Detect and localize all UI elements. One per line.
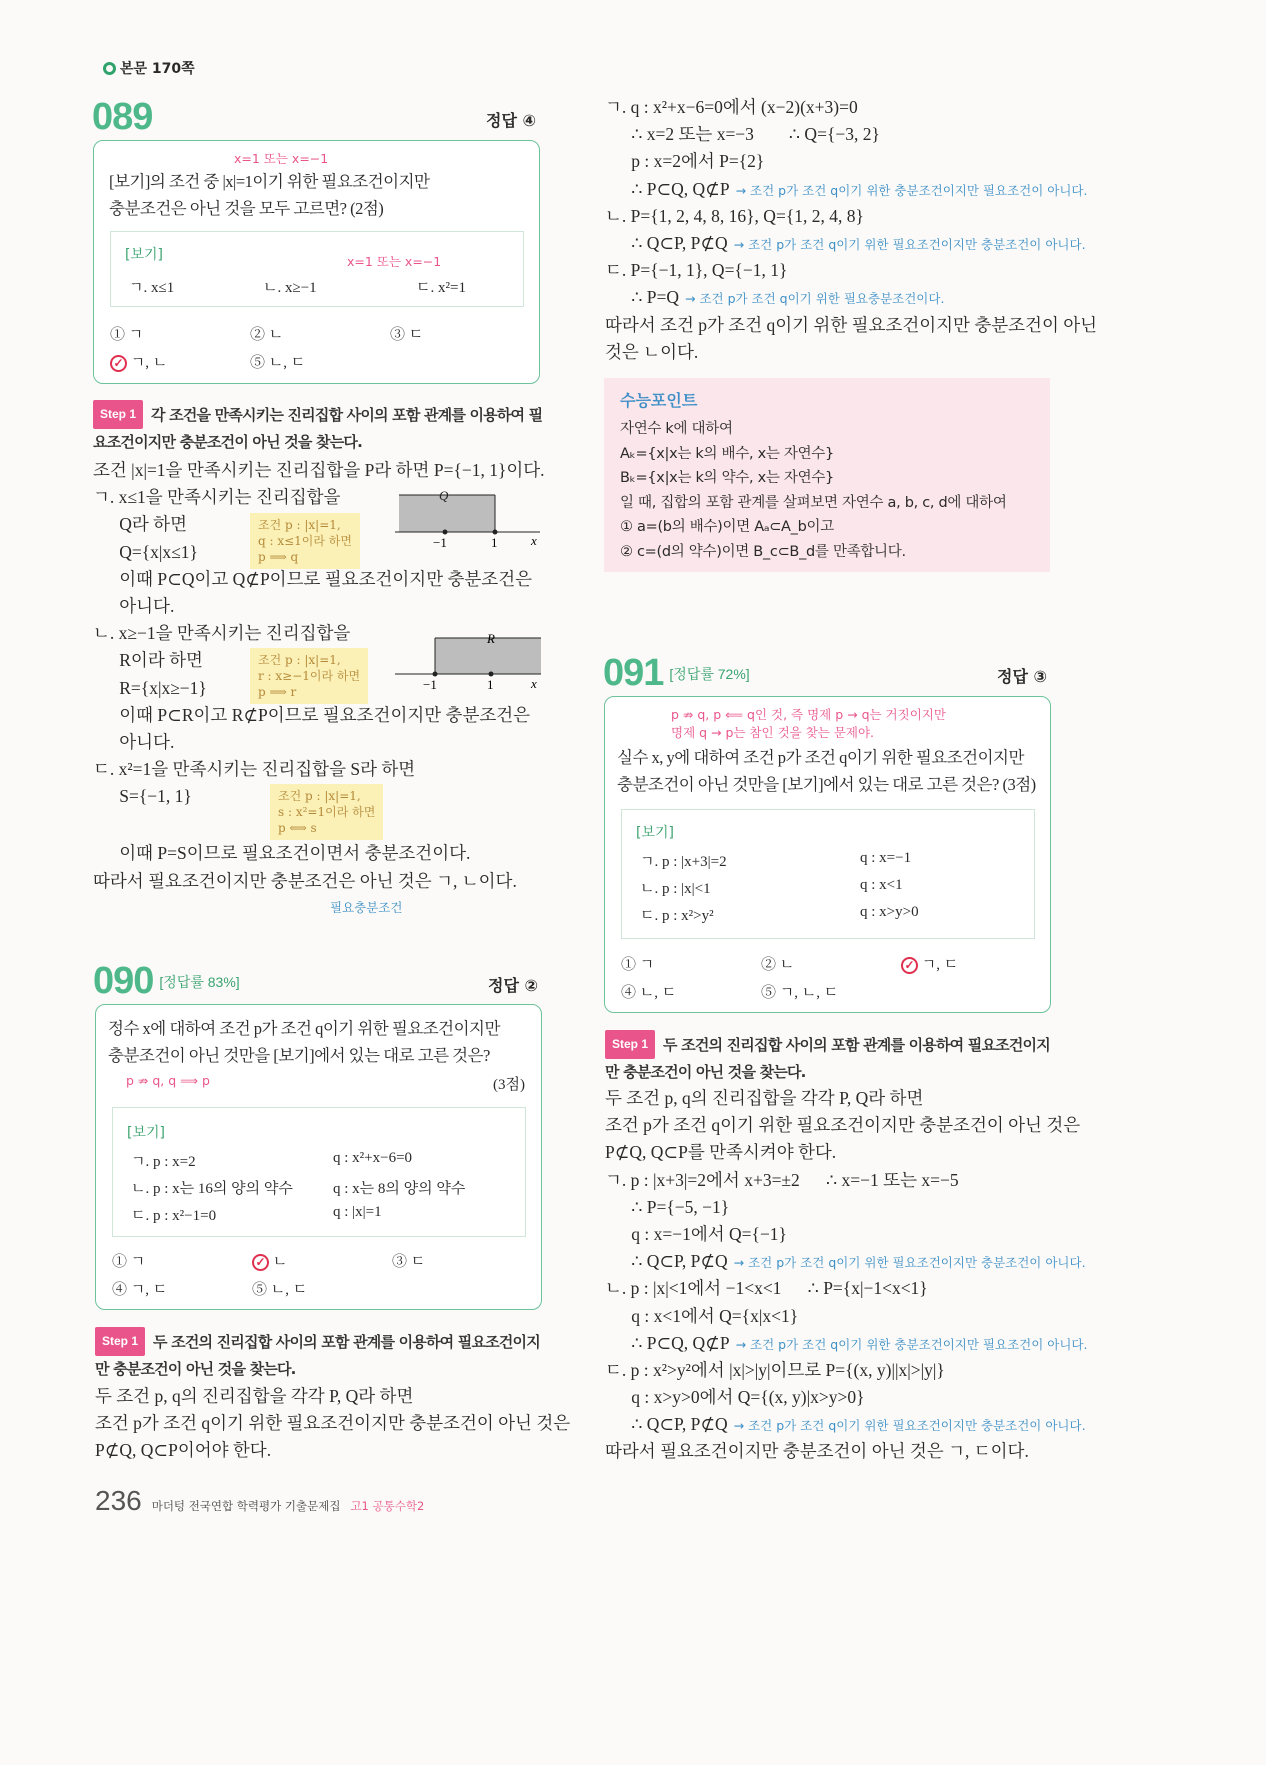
solution-text: 아니다. <box>93 731 175 752</box>
check-mark-icon: ✓ <box>252 1254 269 1271</box>
solution-line <box>605 1438 1087 1465</box>
solution-line <box>605 1139 1087 1166</box>
solution-line <box>605 1357 1087 1384</box>
solution-text: q : x=−1에서 Q={−1} <box>605 1223 787 1244</box>
solution-text: S={−1, 1} <box>93 786 192 807</box>
solution-line <box>605 1085 1087 1112</box>
choice-1[interactable]: ① ㄱ <box>110 327 144 343</box>
choice-5[interactable]: ⑤ ㄴ, ㄷ <box>252 1282 308 1298</box>
solution-line <box>93 756 545 783</box>
bogi-box: [보기] x=1 또는 x=−1 ㄱ. x≤1 ㄴ. x≥−1 ㄷ. x²=1 <box>110 231 524 307</box>
solution-text: ㄴ. P={1, 2, 4, 8, 16}, Q={1, 2, 4, 8} <box>605 205 864 226</box>
solution-090-intro: 두 조건 p, q의 진리집합을 각각 P, Q라 하면 조건 p가 조건 q이기 위한 필요조건이지만 충분조건이 아닌 것은 P⊄Q, Q⊂P이어야 한다. <box>95 1386 571 1461</box>
solution-line <box>605 339 1097 366</box>
solution-text: Q={x|x≤1} <box>93 541 198 562</box>
check-mark-icon: ✓ <box>901 957 918 974</box>
solution-text: 조건 p가 조건 q이기 위한 필요조건이지만 충분조건이 아닌 것은 <box>605 1115 1081 1136</box>
solution-text: 따라서 필요조건이지만 충분조건이 아닌 것은 ㄱ, ㄷ이다. <box>605 1441 1029 1462</box>
solution-text: ㄷ. P={−1, 1}, Q={−1, 1} <box>605 260 788 281</box>
page-reference: 본문 170쪽 <box>103 58 195 78</box>
blue-annotation: → 조건 p가 조건 q이기 위한 필요충분조건이다. <box>685 291 945 307</box>
solution-line <box>605 203 1097 230</box>
question-number: 089 <box>92 96 153 138</box>
callout-s: 조건 p : |x|=1, s : x²=1이라 하면 p ⟺ s <box>270 784 383 840</box>
question-number: 090 [정답률 83%] <box>93 960 240 1002</box>
footer <box>95 1485 424 1517</box>
solution-line <box>605 1330 1087 1357</box>
solution-090 <box>605 94 1097 366</box>
solution-text: ㄴ. x≥−1을 만족시키는 진리집합을 <box>93 623 351 644</box>
solution-line <box>605 1112 1087 1139</box>
solution-text: ㄷ. p : x²>y²에서 |x|>|y|이므로 P={(x, y)||x|>|y|} <box>605 1359 945 1380</box>
solution-text: ∴ Q⊂P, P⊄Q <box>605 232 728 253</box>
solution-line <box>605 1194 1087 1221</box>
solution-text: ∴ Q⊂P, P⊄Q <box>605 1414 728 1435</box>
solution-line <box>93 457 545 484</box>
solution-line <box>605 1275 1087 1302</box>
solution-text: P⊄Q, Q⊂P를 만족시켜야 한다. <box>605 1142 837 1163</box>
solution-line <box>605 257 1097 284</box>
label-q: Q <box>439 488 449 503</box>
choice-1[interactable]: ① ㄱ <box>112 1254 146 1270</box>
solution-text: 두 조건 p, q의 진리집합을 각각 P, Q라 하면 <box>605 1088 924 1108</box>
question-box <box>93 140 540 384</box>
solution-text: 아니다. <box>93 595 175 616</box>
axis-x: x <box>531 533 537 548</box>
solution-line <box>93 593 545 620</box>
question-number: 091 [정답률 72%] <box>603 652 750 694</box>
solution-line <box>605 1221 1087 1248</box>
answer-label: 정답 ④ <box>486 111 537 130</box>
solution-text: R={x|x≥−1} <box>93 677 207 698</box>
solution-text: R이라 하면 <box>93 650 203 671</box>
question-text: [보기]의 조건 중 |x|=1이기 위한 필요조건이지만 충분조건은 아닌 것을 모두 고르면? (2점) <box>109 172 430 219</box>
tick-neg1: −1 <box>423 677 437 692</box>
solution-line <box>93 729 545 756</box>
solution-line <box>605 284 1097 311</box>
tick-1: 1 <box>491 535 498 550</box>
answer-label: 정답 ③ <box>997 667 1048 686</box>
question-box: 정수 x에 대하여 조건 p가 조건 q이기 위한 필요조건이지만 충분조건이 아닌 것만을 [보기]에서 있는 대로 고른 것은? p ⇏ q, q ⟹ p (3점) [보기] ㄱ. p : x=2 q : x²+x−6=0 ㄴ. p : x는 16의 양의 약수 q : x는 8의 양의 약수 ㄷ. p : x²−1=0 q : |x|=1 ① ㄱ ✓ ㄴ ③ ㄷ ④ ㄱ, ㄷ ⑤ ㄴ, ㄷ <box>95 1004 542 1310</box>
choice-3[interactable]: ③ ㄷ <box>392 1254 426 1270</box>
step-1: Step 1 두 조건의 진리집합 사이의 포함 관계를 이용하여 필요조건이지 만 충분조건이 아닌 것을 찾는다. <box>605 1030 1050 1086</box>
solution-text: ㄷ. x²=1을 만족시키는 진리집합을 S라 하면 <box>93 759 416 780</box>
solution-text: q : x<1에서 Q={x|x<1} <box>605 1305 799 1326</box>
solution-text: ㄱ. x≤1을 만족시키는 진리집합을 <box>93 487 341 508</box>
solution-091 <box>605 1085 1087 1466</box>
circle-icon <box>103 62 116 75</box>
solution-text: ㄱ. p : |x+3|=2에서 x+3=±2 ∴ x=−1 또는 x=−5 <box>605 1169 959 1190</box>
solution-text: ∴ P⊂Q, Q⊄P <box>605 178 730 199</box>
tip-box: 수능포인트 자연수 k에 대하여 Aₖ={x|x는 k의 배수, x는 자연수} Bₖ={x|x는 k의 약수, x는 자연수} 일 때, 집합의 포함 관계를 살펴보면 자연수 a, b, c, d에 대하여 ① a=(b의 배수)이면 Aₐ⊂A_b이고 ② c=(d의 약수)이면 B_c⊂B_d를 만족합니다. <box>604 378 1050 572</box>
number-line-q <box>395 485 545 550</box>
choice-4[interactable]: ④ ㄱ, ㄷ <box>112 1282 168 1298</box>
label-r: R <box>487 631 495 646</box>
tick-1: 1 <box>487 677 494 692</box>
tick-neg1: −1 <box>433 535 447 550</box>
solution-text: ∴ Q⊂P, P⊄Q <box>605 1251 728 1272</box>
choice-3[interactable]: ✓ ㄱ, ㄷ <box>901 953 958 974</box>
solution-text: 따라서 필요조건이지만 충분조건은 아닌 것은 ㄱ, ㄴ이다. <box>93 870 517 891</box>
solution-text: 이때 P=S이므로 필요조건이면서 충분조건이다. <box>93 843 471 864</box>
solution-line <box>605 312 1097 339</box>
solution-line <box>605 1303 1087 1330</box>
solution-text: 이때 P⊂R이고 R⊄P이므로 필요조건이지만 충분조건은 <box>93 704 531 725</box>
blue-annotation: → 조건 p가 조건 q이기 위한 필요조건이지만 충분조건이 아니다. <box>733 236 1086 252</box>
solution-text: p : x=2에서 P={2} <box>605 151 765 172</box>
choice-3[interactable]: ③ ㄷ <box>390 327 424 343</box>
choice-5[interactable]: ⑤ ㄴ, ㄷ <box>250 355 306 371</box>
callout-r: 조건 p : |x|=1, r : x≥−1이라 하면 p ⟹ r <box>250 648 368 704</box>
step-1: Step 1 두 조건의 진리집합 사이의 포함 관계를 이용하여 필요조건이지 만 충분조건이 아닌 것을 찾는다. <box>95 1327 540 1383</box>
solution-text: 따라서 조건 p가 조건 q이기 위한 필요조건이지만 충분조건이 아닌 <box>605 314 1098 335</box>
solution-text: ㄴ. p : |x|<1에서 −1<x<1 ∴ P={x|−1<x<1} <box>605 1278 928 1299</box>
axis-x: x <box>531 676 537 691</box>
solution-line <box>93 868 545 895</box>
question-box: p ⇏ q, p ⟸ q인 것, 즉 명제 p → q는 거짓이지만 명제 q → p는 참인 것을 찾는 문제야. 실수 x, y에 대하여 조건 p가 조건 q이기 위한 필요조건이지만 충분조건이 아닌 것만을 [보기]에서 있는 대로 고른 것은? (3점) [보기] ㄱ. p : |x+3|=2 q : x=−1 ㄴ. p : |x|<1 q : x<1 ㄷ. p : x²>y² q : x>y>0 ① ㄱ ② ㄴ ✓ ㄱ, ㄷ ④ ㄴ, ㄷ ⑤ ㄱ, ㄴ, ㄷ <box>604 696 1051 1013</box>
solution-line <box>605 176 1097 203</box>
solution-text: 조건 |x|=1을 만족시키는 진리집합을 P라 하면 P={−1, 1}이다. <box>93 460 545 480</box>
solution-text: q : x>y>0에서 Q={(x, y)|x>y>0} <box>605 1387 865 1408</box>
choice-2[interactable]: ✓ ㄴ <box>252 1250 287 1271</box>
solution-line <box>605 1248 1087 1275</box>
blue-annotation: → 조건 p가 조건 q이기 위한 필요조건이지만 충분조건이 아니다. <box>733 1255 1086 1271</box>
solution-text: ∴ P=Q <box>605 287 679 308</box>
bogi-box: [보기] ㄱ. p : |x+3|=2 q : x=−1 ㄴ. p : |x|<1 q : x<1 ㄷ. p : x²>y² q : x>y>0 <box>621 809 1035 939</box>
solution-text: ∴ x=2 또는 x=−3 ∴ Q={−3, 2} <box>605 124 880 145</box>
final-note: 필요충분조건 <box>330 900 403 915</box>
solution-line <box>93 566 545 593</box>
solution-text: ∴ P⊂Q, Q⊄P <box>605 1332 730 1353</box>
page-number: 236 <box>95 1485 142 1516</box>
solution-text: ㄱ. q : x²+x−6=0에서 (x−2)(x+3)=0 <box>605 97 858 117</box>
solution-text: 것은 ㄴ이다. <box>605 341 699 362</box>
solution-text: 이때 P⊂Q이고 Q⊄P이므로 필요조건이지만 충분조건은 <box>93 568 533 589</box>
choice-2[interactable]: ② ㄴ <box>250 327 284 343</box>
solution-line <box>93 702 545 729</box>
solution-text: Q라 하면 <box>93 514 187 535</box>
check-mark-icon: ✓ <box>110 355 127 372</box>
solution-line <box>93 840 545 867</box>
step-1: Step 1 각 조건을 만족시키는 진리집합 사이의 포함 관계를 이용하여 필 요조건이지만 충분조건이 아닌 것을 찾는다. <box>93 400 542 456</box>
answer-label: 정답 ② <box>488 976 539 995</box>
choice-5[interactable]: ⑤ ㄱ, ㄴ, ㄷ <box>761 985 839 1001</box>
bogi-box: [보기] ㄱ. p : x=2 q : x²+x−6=0 ㄴ. p : x는 16의 양의 약수 q : x는 8의 양의 약수 ㄷ. p : x²−1=0 q : |x|=1 <box>112 1107 526 1237</box>
subject: 고1 공통수학2 <box>350 1499 425 1513</box>
choice-4[interactable]: ④ ㄴ, ㄷ <box>621 985 677 1001</box>
callout-q: 조건 p : |x|=1, q : x≤1이라 하면 p ⟹ q <box>250 513 360 569</box>
solution-line <box>605 1411 1087 1438</box>
solution-text: ∴ P={−5, −1} <box>605 1196 730 1217</box>
solution-line <box>605 121 1097 148</box>
question-text: 정수 x에 대하여 조건 p가 조건 q이기 위한 필요조건이지만 충분조건이 아닌 것만을 [보기]에서 있는 대로 고른 것은? <box>108 1019 500 1066</box>
blue-annotation: → 조건 p가 조건 q이기 위한 필요조건이지만 충분조건이 아니다. <box>733 1418 1086 1434</box>
blue-annotation: → 조건 p가 조건 q이기 위한 충분조건이지만 필요조건이 아니다. <box>735 1336 1088 1352</box>
solution-line <box>605 1384 1087 1411</box>
question-text: 실수 x, y에 대하여 조건 p가 조건 q이기 위한 필요조건이지만 충분조건이 아닌 것만을 [보기]에서 있는 대로 고른 것은? (3점) <box>617 748 1036 795</box>
choice-4[interactable]: ✓ ㄱ, ㄴ <box>110 351 167 372</box>
blue-annotation: → 조건 p가 조건 q이기 위한 충분조건이지만 필요조건이 아니다. <box>735 182 1088 198</box>
solution-line <box>605 148 1097 175</box>
book-title: 마더텅 전국연합 학력평가 기출문제집 <box>151 1499 341 1513</box>
solution-line <box>605 230 1097 257</box>
solution-line <box>605 1167 1087 1194</box>
number-line-r <box>395 628 545 693</box>
choice-1[interactable]: ① ㄱ <box>621 957 655 973</box>
choice-2[interactable]: ② ㄴ <box>761 957 795 973</box>
solution-line <box>605 94 1097 121</box>
annotation: x=1 또는 x=−1 <box>234 151 329 166</box>
